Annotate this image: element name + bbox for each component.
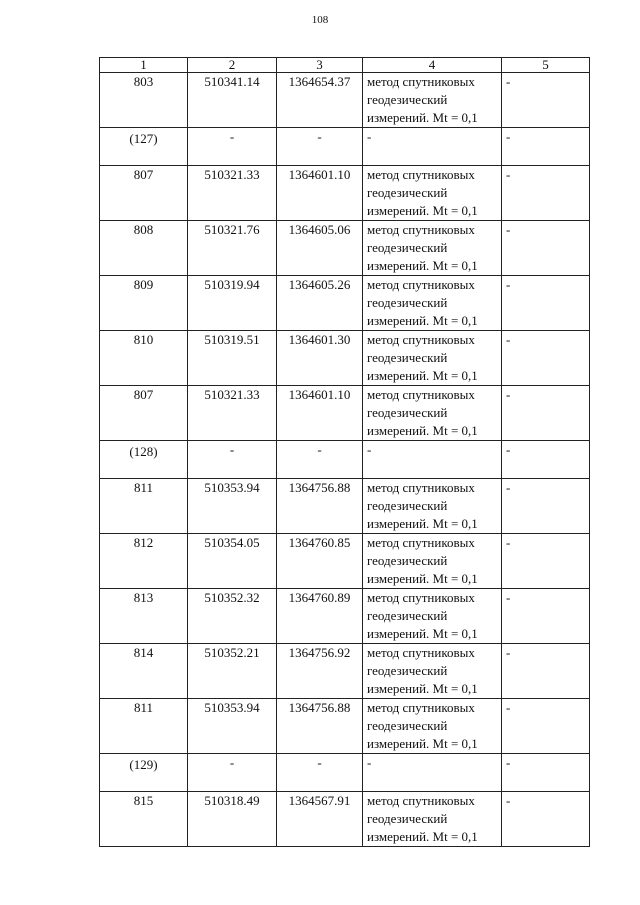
point-number-cell: (128) — [100, 441, 188, 479]
method-cell: метод спутниковых геодезический измерений. Mt = 0,1 — [363, 589, 502, 644]
y-coordinate-cell: 1364756.92 — [277, 644, 363, 699]
y-coordinate-cell: - — [277, 441, 363, 479]
method-cell: метод спутниковых геодезический измерений. Mt = 0,1 — [363, 699, 502, 754]
x-coordinate-cell: 510352.21 — [188, 644, 277, 699]
table-row — [100, 221, 590, 276]
point-number-cell: (127) — [100, 128, 188, 166]
y-coordinate-cell: 1364605.26 — [277, 276, 363, 331]
y-coordinate-cell: 1364760.89 — [277, 589, 363, 644]
table-row — [100, 479, 590, 534]
table-header-row — [100, 58, 590, 73]
note-cell: - — [502, 276, 590, 331]
y-coordinate-cell: 1364654.37 — [277, 73, 363, 128]
point-number-cell: 811 — [100, 479, 188, 534]
point-number-cell: 815 — [100, 792, 188, 847]
note-cell: - — [502, 644, 590, 699]
method-cell: метод спутниковых геодезический измерений. Mt = 0,1 — [363, 73, 502, 128]
x-coordinate-cell: - — [188, 441, 277, 479]
table-row — [100, 166, 590, 221]
x-coordinate-cell: 510321.33 — [188, 166, 277, 221]
table-group-row — [100, 441, 590, 479]
method-cell: метод спутниковых геодезический измерений. Mt = 0,1 — [363, 644, 502, 699]
table-body — [100, 73, 590, 847]
table-row — [100, 331, 590, 386]
method-cell: метод спутниковых геодезический измерений. Mt = 0,1 — [363, 166, 502, 221]
note-cell: - — [502, 792, 590, 847]
x-coordinate-cell: 510319.51 — [188, 331, 277, 386]
method-cell: метод спутниковых геодезический измерений. Mt = 0,1 — [363, 534, 502, 589]
y-coordinate-cell: - — [277, 128, 363, 166]
y-coordinate-cell: 1364601.30 — [277, 331, 363, 386]
method-cell: метод спутниковых геодезический измерений. Mt = 0,1 — [363, 479, 502, 534]
table-row — [100, 644, 590, 699]
table-row — [100, 73, 590, 128]
method-cell: метод спутниковых геодезический измерений. Mt = 0,1 — [363, 331, 502, 386]
note-cell: - — [502, 128, 590, 166]
point-number-cell: 812 — [100, 534, 188, 589]
method-cell: метод спутниковых геодезический измерений. Mt = 0,1 — [363, 276, 502, 331]
note-cell: - — [502, 221, 590, 276]
note-cell: - — [502, 166, 590, 221]
y-coordinate-cell: - — [277, 754, 363, 792]
note-cell: - — [502, 386, 590, 441]
table-group-row — [100, 754, 590, 792]
x-coordinate-cell: 510321.33 — [188, 386, 277, 441]
point-number-cell: 807 — [100, 386, 188, 441]
coordinates-table — [99, 57, 590, 847]
x-coordinate-cell: 510353.94 — [188, 479, 277, 534]
y-coordinate-cell: 1364756.88 — [277, 479, 363, 534]
method-cell: - — [363, 441, 502, 479]
table-row — [100, 276, 590, 331]
note-cell: - — [502, 534, 590, 589]
x-coordinate-cell: 510318.49 — [188, 792, 277, 847]
y-coordinate-cell: 1364567.91 — [277, 792, 363, 847]
y-coordinate-cell: 1364601.10 — [277, 386, 363, 441]
point-number-cell: 809 — [100, 276, 188, 331]
table-row — [100, 589, 590, 644]
y-coordinate-cell: 1364601.10 — [277, 166, 363, 221]
method-cell: метод спутниковых геодезический измерений. Mt = 0,1 — [363, 386, 502, 441]
x-coordinate-cell: 510341.14 — [188, 73, 277, 128]
method-cell: - — [363, 128, 502, 166]
page-number: 108 — [311, 14, 329, 26]
method-cell: метод спутниковых геодезический измерений. Mt = 0,1 — [363, 792, 502, 847]
x-coordinate-cell: 510352.32 — [188, 589, 277, 644]
y-coordinate-cell: 1364756.88 — [277, 699, 363, 754]
note-cell: - — [502, 73, 590, 128]
note-cell: - — [502, 331, 590, 386]
table-row — [100, 534, 590, 589]
table-row — [100, 699, 590, 754]
note-cell: - — [502, 754, 590, 792]
point-number-cell: 810 — [100, 331, 188, 386]
note-cell: - — [502, 699, 590, 754]
point-number-cell: 807 — [100, 166, 188, 221]
method-cell: - — [363, 754, 502, 792]
point-number-cell: 814 — [100, 644, 188, 699]
column-header-3: 3 — [277, 58, 363, 73]
x-coordinate-cell: 510353.94 — [188, 699, 277, 754]
point-number-cell: 813 — [100, 589, 188, 644]
column-header-4: 4 — [363, 58, 502, 73]
table-group-row — [100, 128, 590, 166]
point-number-cell: 808 — [100, 221, 188, 276]
point-number-cell: (129) — [100, 754, 188, 792]
note-cell: - — [502, 589, 590, 644]
table-row — [100, 792, 590, 847]
y-coordinate-cell: 1364605.06 — [277, 221, 363, 276]
x-coordinate-cell: 510354.05 — [188, 534, 277, 589]
point-number-cell: 803 — [100, 73, 188, 128]
table-row — [100, 386, 590, 441]
y-coordinate-cell: 1364760.85 — [277, 534, 363, 589]
x-coordinate-cell: 510319.94 — [188, 276, 277, 331]
method-cell: метод спутниковых геодезический измерений. Mt = 0,1 — [363, 221, 502, 276]
x-coordinate-cell: - — [188, 128, 277, 166]
column-header-1: 1 — [100, 58, 188, 73]
note-cell: - — [502, 479, 590, 534]
x-coordinate-cell: - — [188, 754, 277, 792]
column-header-5: 5 — [502, 58, 590, 73]
note-cell: - — [502, 441, 590, 479]
x-coordinate-cell: 510321.76 — [188, 221, 277, 276]
point-number-cell: 811 — [100, 699, 188, 754]
column-header-2: 2 — [188, 58, 277, 73]
